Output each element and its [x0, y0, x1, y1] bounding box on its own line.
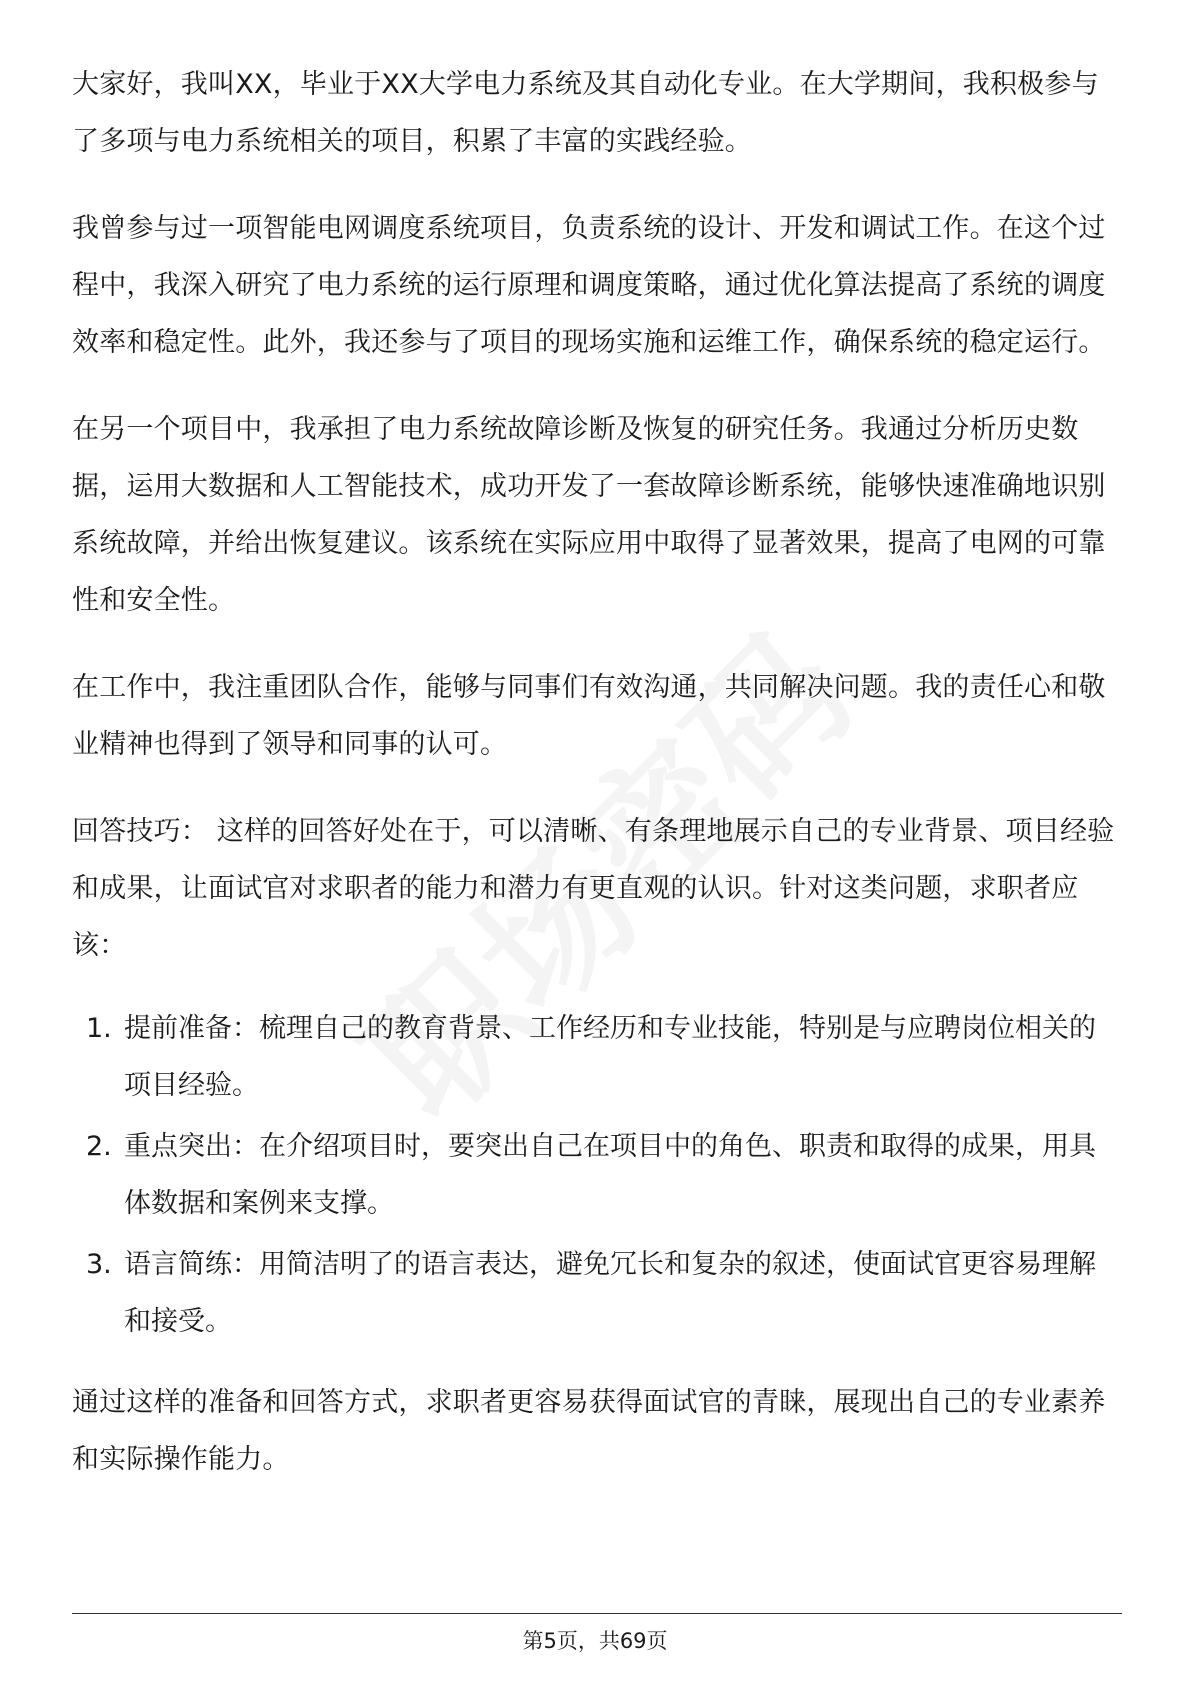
footer-divider [72, 1613, 1122, 1614]
paragraph-project-1: 我曾参与过一项智能电网调度系统项目，负责系统的设计、开发和调试工作。在这个过程中，我深入研究了电力系统的运行原理和调度策略，通过优化算法提高了系统的调度效率和稳定性。此外，我还参与了项目的现场实施和运维工作，确保系统的稳定运行。 [72, 213, 1106, 358]
paragraph-answer-tips: 回答技巧： 这样的回答好处在于，可以清晰、有条理地展示自己的专业背景、项目经验和成果，让面试官对求职者的能力和潜力有更直观的认识。针对这类问题，求职者应该： [72, 816, 1115, 961]
list-number: 1. [86, 1013, 112, 1044]
list-item [72, 1000, 1122, 1114]
list-item [72, 1118, 1122, 1232]
page-content [72, 56, 1122, 1518]
paragraph-project-2: 在另一个项目中，我承担了电力系统故障诊断及恢复的研究任务。我通过分析历史数据，运用大数据和人工智能技术，成功开发了一套故障诊断系统，能够快速准确地识别系统故障，并给出恢复建议。该系统在实际应用中取得了显著效果，提高了电网的可靠性和安全性。 [72, 414, 1106, 616]
list-item-text: 语言简练：用简洁明了的语言表达，避免冗长和复杂的叙述，使面试官更容易理解和接受。 [124, 1249, 1096, 1337]
paragraph-intro: 大家好，我叫XX，毕业于XX大学电力系统及其自动化专业。在大学期间，我积极参与了多项与电力系统相关的项目，积累了丰富的实践经验。 [72, 69, 1099, 157]
list-number: 3. [86, 1249, 112, 1280]
list-item [72, 1236, 1122, 1350]
tips-list [72, 1000, 1122, 1350]
paragraph-closing: 通过这样的准备和回答方式，求职者更容易获得面试官的青睐，展现出自己的专业素养和实际操作能力。 [72, 1387, 1106, 1475]
page-number: 第5页，共69页 [522, 1629, 668, 1653]
list-number: 2. [86, 1131, 112, 1162]
paragraph-teamwork: 在工作中，我注重团队合作，能够与同事们有效沟通，共同解决问题。我的责任心和敬业精神也得到了领导和同事的认可。 [72, 672, 1106, 760]
list-item-text: 提前准备：梳理自己的教育背景、工作经历和专业技能，特别是与应聘岗位相关的项目经验。 [124, 1013, 1096, 1101]
list-item-text: 重点突出：在介绍项目时，要突出自己在项目中的角色、职责和取得的成果，用具体数据和案例来支撑。 [124, 1131, 1096, 1219]
